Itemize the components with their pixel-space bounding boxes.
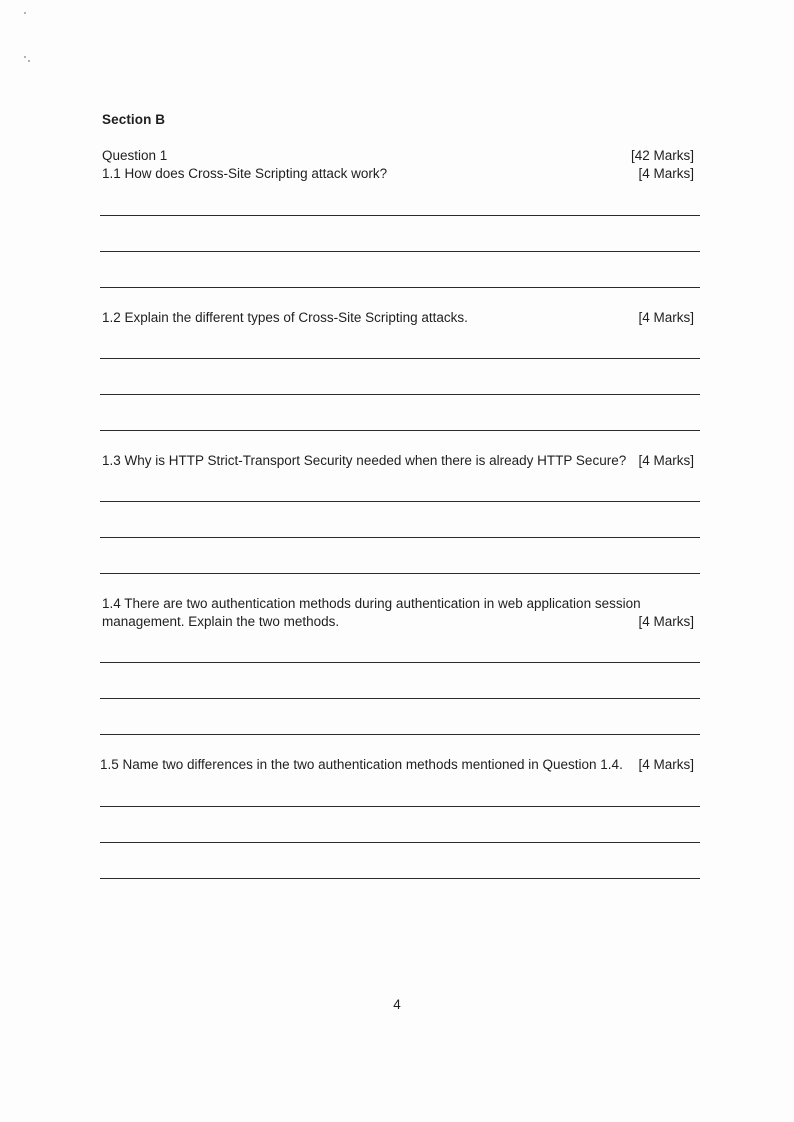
answer-line[interactable]	[100, 698, 700, 699]
answer-line[interactable]	[100, 287, 700, 288]
subquestion-marks: [4 Marks]	[638, 453, 694, 468]
answer-line[interactable]	[100, 806, 700, 807]
subquestion-text-line-2: management. Explain the two methods.	[102, 614, 340, 629]
answer-line[interactable]	[100, 537, 700, 538]
subquestion-text: 1.3 Why is HTTP Strict-Transport Security needed when there is already HTTP Secure?	[102, 453, 627, 468]
subquestion-text: 1.1 How does Cross-Site Scripting attack work?	[102, 166, 388, 181]
page-number: 4	[393, 997, 401, 1012]
subquestion-1-4	[102, 595, 694, 631]
scan-speck	[24, 12, 26, 14]
subquestion-marks: [4 Marks]	[638, 614, 694, 629]
answer-line[interactable]	[100, 394, 700, 395]
subquestion-text: 1.2 Explain the different types of Cross-Site Scripting attacks.	[102, 310, 468, 325]
answer-line[interactable]	[100, 430, 700, 431]
answer-line[interactable]	[100, 734, 700, 735]
answer-line[interactable]	[100, 501, 700, 502]
subquestion-text: 1.5 Name two differences in the two authentication methods mentioned in Question 1.4.	[100, 757, 623, 772]
question-header	[102, 147, 694, 165]
subquestion-text-line-1: 1.4 There are two authentication methods during authentication in web application session	[102, 596, 641, 611]
subquestion-marks: [4 Marks]	[638, 166, 694, 181]
question-marks: [42 Marks]	[630, 148, 694, 163]
scan-speck	[24, 56, 26, 58]
answer-line[interactable]	[100, 358, 700, 359]
scan-speck	[28, 60, 30, 62]
answer-line[interactable]	[100, 215, 700, 216]
subquestion-marks: [4 Marks]	[638, 310, 694, 325]
answer-line[interactable]	[100, 878, 700, 879]
section-title: Section B	[102, 112, 166, 127]
subquestion-1-5	[100, 756, 694, 774]
subquestion-1-2	[102, 309, 694, 327]
answer-line[interactable]	[100, 842, 700, 843]
answer-line[interactable]	[100, 662, 700, 663]
subquestion-marks: [4 Marks]	[638, 757, 694, 772]
answer-line[interactable]	[100, 573, 700, 574]
subquestion-1-1	[102, 165, 694, 183]
question-label: Question 1	[102, 148, 168, 163]
subquestion-1-3	[102, 452, 694, 470]
answer-line[interactable]	[100, 251, 700, 252]
